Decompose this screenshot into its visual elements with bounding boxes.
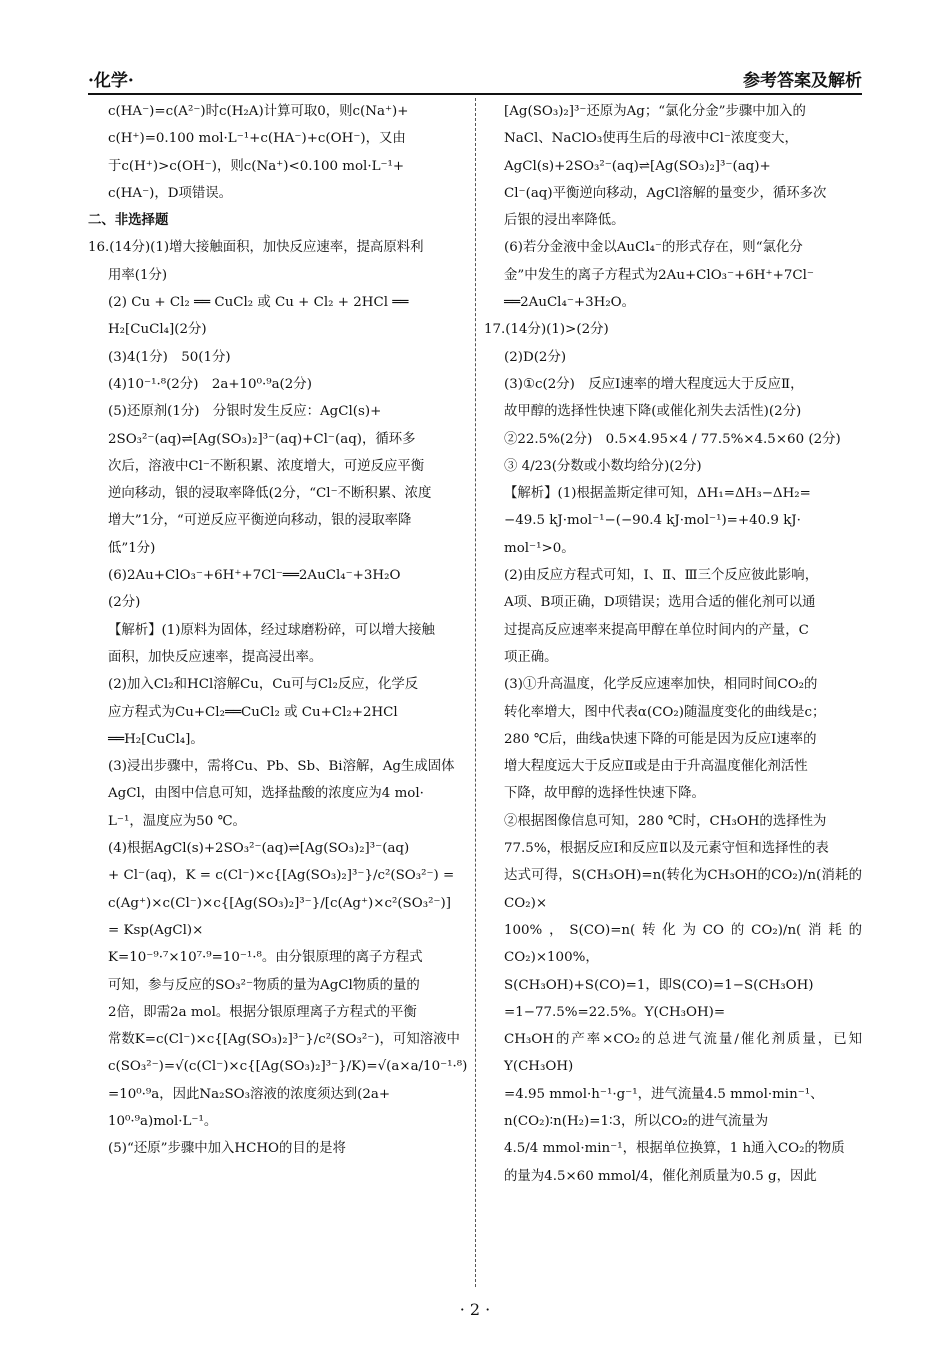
text-line: 下降，故甲醇的选择性快速下降。: [504, 786, 705, 802]
text-line: n(CO₂)∶n(H₂)=1∶3，所以CO₂的进气流量为: [504, 1113, 769, 1129]
text-line: c(Ag⁺)×c(Cl⁻)×c{[Ag(SO₃)₂]³⁻}/[c(Ag⁺)×c²(SO₃²⁻)] = Ksp(AgCl)×: [108, 895, 451, 938]
text-line: c(SO₃²⁻)=√(c(Cl⁻)×c{[Ag(SO₃)₂]³⁻}/K)=√(a×a/10⁻¹·⁸): [108, 1059, 468, 1075]
text-line: 于c(H⁺)>c(OH⁻)，则c(Na⁺)<0.100 mol·L⁻¹+: [108, 158, 405, 174]
text-line: 的量为4.5×60 mmol/4，催化剂质量为0.5 g，因此: [504, 1168, 817, 1184]
text-line: 故甲醇的选择性快速下降(或催化剂失去活性)(2分): [504, 404, 802, 420]
text-line: (6)若分金液中金以AuCl₄⁻的形式存在，则“氯化分: [504, 240, 803, 256]
text-line: (2)加入Cl₂和HCl溶解Cu，Cu可与Cl₂反应，化学反: [108, 677, 419, 693]
text-line: K=10⁻⁹·⁷×10⁷·⁹=10⁻¹·⁸。由分银原理的离子方程式: [108, 950, 423, 966]
text-line: 用率(1分): [108, 267, 168, 283]
text-line: 项正确。: [504, 649, 558, 665]
header-rule: [88, 93, 862, 95]
text-line: (3)①c(2分) 反应Ⅰ速率的增大程度远大于反应Ⅱ，: [504, 376, 804, 392]
right-column: [484, 98, 862, 1190]
column-divider: [475, 98, 476, 1287]
text-line: 4.5/4 mmol·min⁻¹，根据单位换算，1 h通入CO₂的物质: [504, 1141, 845, 1157]
text-line: ══H₂[CuCl₄]。: [108, 731, 204, 747]
page-number: · 2 ·: [459, 1300, 491, 1319]
text-line: [Ag(SO₃)₂]³⁻还原为Ag；“氯化分金”步骤中加入的: [504, 104, 806, 119]
text-line: =10⁰·⁹a，因此Na₂SO₃溶液的浓度须达到(2a+: [108, 1086, 391, 1102]
text-line: 常数K=c(Cl⁻)×c{[Ag(SO₃)₂]³⁻}/c²(SO₃²⁻)，可知溶液中: [108, 1032, 460, 1048]
text-line: 二、非选择题: [88, 212, 169, 229]
text-line: ②根据图像信息可知，280 ℃时，CH₃OH的选择性为: [504, 813, 827, 829]
text-line: 应方程式为Cu+Cl₂══CuCl₂ 或 Cu+Cl₂+2HCl: [108, 704, 398, 720]
section-title: 参考答案及解析: [743, 71, 862, 91]
text-line: 17.(14分)(1)>(2分): [484, 322, 609, 338]
text-line: (3)①升高温度，化学反应速率加快，相同时间CO₂的: [504, 677, 818, 693]
page-header: [88, 62, 862, 90]
text-line: mol⁻¹>0。: [504, 540, 575, 556]
text-line: c(H⁺)=0.100 mol·L⁻¹+c(HA⁻)+c(OH⁻)，又由: [108, 131, 406, 147]
text-line: (5)还原剂(1分) 分银时发生反应：AgCl(s)+: [108, 404, 382, 420]
text-line: 转化率增大，图中代表α(CO₂)随温度变化的曲线是c；: [504, 704, 826, 720]
text-line: −49.5 kJ·mol⁻¹−(−90.4 kJ·mol⁻¹)=+40.9 kJ·: [504, 513, 801, 529]
text-line: H₂[CuCl₄](2分): [108, 322, 207, 338]
text-line: 10⁰·⁹a)mol·L⁻¹。: [108, 1113, 218, 1129]
text-line: L⁻¹，温度应为50 ℃。: [108, 813, 246, 829]
text-line: NaCl、NaClO₃使再生后的母液中Cl⁻浓度变大，: [504, 131, 798, 147]
text-line: 次后，溶液中Cl⁻不断积累、浓度增大，可逆反应平衡: [108, 458, 425, 474]
text-line: (2)D(2分): [504, 349, 567, 365]
left-column: [88, 98, 466, 1163]
text-line: CH₃OH的产率×CO₂的总进气流量/催化剂质量，已知Y(CH₃OH): [504, 1032, 862, 1075]
text-line: 过提高反应速率来提高甲醇在单位时间内的产量，C: [504, 622, 809, 638]
text-line: c(HA⁻)，D项错误。: [108, 185, 233, 201]
text-line: 280 ℃后，曲线a快速下降的可能是因为反应Ⅰ速率的: [504, 731, 817, 747]
text-line: S(CH₃OH)+S(CO)=1，即S(CO)=1−S(CH₃OH): [504, 977, 814, 993]
text-line: 面积，加快反应速率，提高浸出率。: [108, 649, 323, 665]
text-line: Cl⁻(aq)平衡逆向移动，AgCl溶解的量变少，循环多次: [504, 185, 827, 201]
text-line: 100%，S(CO)=n(转化为CO的CO₂)/n(消耗的CO₂)×100%，: [504, 922, 862, 966]
text-line: 16.(14分)(1)增大接触面积，加快反应速率，提高原料利: [88, 240, 424, 256]
text-line: AgCl(s)+2SO₃²⁻(aq)⇌[Ag(SO₃)₂]³⁻(aq)+: [504, 158, 771, 174]
text-line: 金”中发生的离子方程式为2Au+ClO₃⁻+6H⁺+7Cl⁻: [504, 267, 814, 283]
text-line: 增大”1分，“可逆反应平衡逆向移动，银的浸取率降: [108, 513, 412, 529]
text-line: =4.95 mmol·h⁻¹·g⁻¹，进气流量4.5 mmol·min⁻¹、: [504, 1086, 824, 1102]
text-line: (2) Cu + Cl₂ ══ CuCl₂ 或 Cu + Cl₂ + 2HCl ══: [108, 295, 409, 311]
text-line: + Cl⁻(aq)，K = c(Cl⁻)×c{[Ag(SO₃)₂]³⁻}/c²(SO₃²⁻) =: [108, 868, 455, 884]
text-line: (6)2Au+ClO₃⁻+6H⁺+7Cl⁻══2AuCl₄⁻+3H₂O: [108, 568, 401, 584]
text-line: (2)由反应方程式可知，Ⅰ、Ⅱ、Ⅲ三个反应彼此影响，: [504, 568, 819, 584]
text-line: =1−77.5%=22.5%。Y(CH₃OH)=: [504, 1004, 726, 1020]
text-line: 增大程度远大于反应Ⅱ或是由于升高温度催化剂活性: [504, 759, 808, 775]
text-line: ②22.5%(2分) 0.5×4.95×4 / 77.5%×4.5×60 (2分): [504, 431, 841, 447]
text-line: 逆向移动，银的浸取率降低(2分，“Cl⁻不断积累、浓度: [108, 486, 432, 502]
text-line: 【解析】(1)原料为固体，经过球磨粉碎，可以增大接触: [108, 622, 435, 638]
text-line: 达式可得，S(CH₃OH)=n(转化为CH₃OH的CO₂)/n(消耗的CO₂)×: [504, 868, 862, 911]
text-line: 2SO₃²⁻(aq)⇌[Ag(SO₃)₂]³⁻(aq)+Cl⁻(aq)，循环多: [108, 431, 416, 447]
text-line: (4)10⁻¹·⁸(2分) 2a+10⁰·⁹a(2分): [108, 376, 312, 392]
text-line: (3)浸出步骤中，需将Cu、Pb、Sb、Bi溶解，Ag生成固体: [108, 759, 455, 775]
text-line: (4)根据AgCl(s)+2SO₃²⁻(aq)⇌[Ag(SO₃)₂]³⁻(aq): [108, 841, 410, 857]
text-line: 后银的浸出率降低。: [504, 213, 625, 229]
text-line: A项、B项正确，D项错误；选用合适的催化剂可以通: [504, 595, 816, 611]
text-line: 低”1分): [108, 540, 156, 556]
text-line: (3)4(1分) 50(1分): [108, 349, 231, 365]
text-line: 77.5%，根据反应Ⅰ和反应Ⅱ以及元素守恒和选择性的表: [504, 841, 829, 857]
text-line: (5)“还原”步骤中加入HCHO的目的是将: [108, 1141, 346, 1157]
text-line: 可知，参与反应的SO₃²⁻物质的量为AgCl物质的量的: [108, 977, 420, 993]
text-line: AgCl，由图中信息可知，选择盐酸的浓度应为4 mol·: [108, 786, 424, 802]
text-line: 2倍，即需2a mol。根据分银原理离子方程式的平衡: [108, 1004, 417, 1020]
subject-label: ·化学·: [88, 71, 134, 91]
text-line: c(HA⁻)=c(A²⁻)时c(H₂A)计算可取0，则c(Na⁺)+: [108, 104, 409, 119]
text-line: (2分): [108, 595, 141, 611]
text-line: ══2AuCl₄⁻+3H₂O。: [504, 295, 636, 311]
text-line: ③ 4/23(分数或小数均给分)(2分): [504, 458, 702, 474]
text-line: 【解析】(1)根据盖斯定律可知，ΔH₁=ΔH₃−ΔH₂=: [504, 486, 811, 502]
